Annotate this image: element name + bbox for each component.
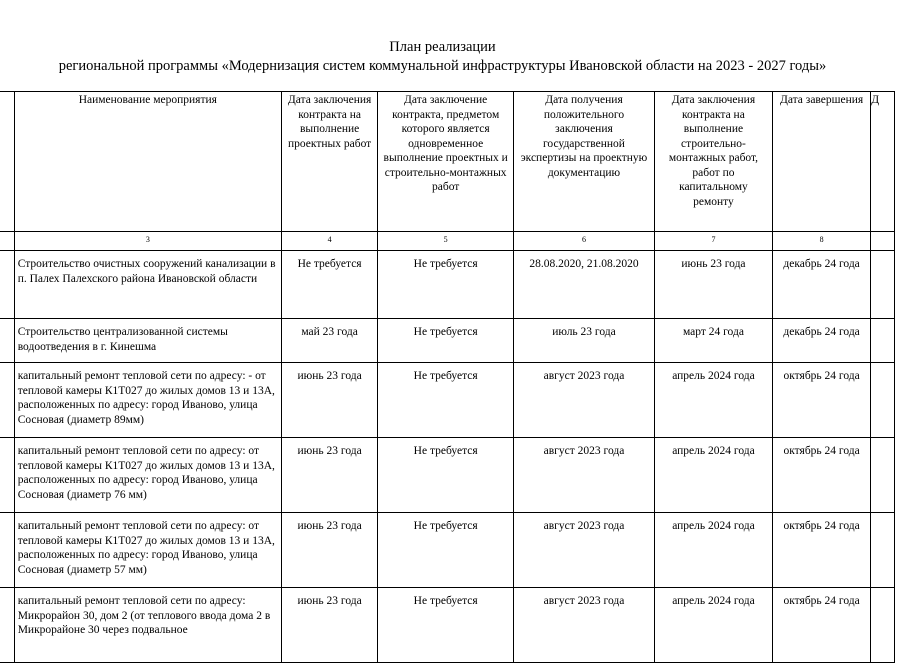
table-row — [0, 438, 895, 513]
col-number-cell: 8 — [772, 232, 870, 251]
completion-date: октябрь 24 года — [772, 513, 870, 588]
row-mark — [0, 588, 14, 663]
expertise-date: август 2023 года — [514, 513, 655, 588]
completion-date: октябрь 24 года — [772, 363, 870, 438]
construction-contract-date: апрель 2024 года — [654, 438, 772, 513]
right-cut-cell — [871, 588, 895, 663]
col-number-cell — [871, 232, 895, 251]
col-number-cell — [0, 232, 14, 251]
completion-date: октябрь 24 года — [772, 588, 870, 663]
header-row — [0, 92, 895, 232]
header-cell-expertise: Дата получения положительного заключения государственной экспертизы на проектную документацию — [514, 92, 655, 232]
expertise-date: 28.08.2020, 21.08.2020 — [514, 251, 655, 319]
activity-name: капитальный ремонт тепловой сети по адресу: - от тепловой камеры К1Т027 до жилых домов 13 и 13А, расположенных по адресу: город Иваново, улица Сосновая (диаметр 89мм) — [14, 363, 281, 438]
table-row — [0, 513, 895, 588]
activity-name: Строительство очистных сооружений канализации в п. Палех Палехского района Ивановской области — [14, 251, 281, 319]
document-title — [0, 38, 885, 76]
table-row — [0, 363, 895, 438]
construction-contract-date: апрель 2024 года — [654, 363, 772, 438]
column-number-row — [0, 232, 895, 251]
col-number-cell: 3 — [14, 232, 281, 251]
completion-date: декабрь 24 года — [772, 251, 870, 319]
design-contract-date: июнь 23 года — [281, 438, 377, 513]
combined-contract-date: Не требуется — [378, 438, 514, 513]
expertise-date: август 2023 года — [514, 438, 655, 513]
col-number-cell: 5 — [378, 232, 514, 251]
col-number-cell: 4 — [281, 232, 377, 251]
activity-name: Строительство централизованной системы водоотведения в г. Кинешма — [14, 319, 281, 363]
completion-date: октябрь 24 года — [772, 438, 870, 513]
activity-name: капитальный ремонт тепловой сети по адресу: от тепловой камеры К1Т027 до жилых домов 13 и 13А, расположенных по адресу: город Иваново, улица Сосновая (диаметр 57 мм) — [14, 513, 281, 588]
activity-name: капитальный ремонт тепловой сети по адресу: Микрорайон 30, дом 2 (от теплового ввода дома 2 в Микрорайоне 30 через подвальное — [14, 588, 281, 663]
completion-date: декабрь 24 года — [772, 319, 870, 363]
right-cut-cell — [871, 438, 895, 513]
combined-contract-date: Не требуется — [378, 513, 514, 588]
table-row — [0, 588, 895, 663]
table-row — [0, 319, 895, 363]
expertise-date: июль 23 года — [514, 319, 655, 363]
construction-contract-date: апрель 2024 года — [654, 588, 772, 663]
design-contract-date: июнь 23 года — [281, 363, 377, 438]
row-mark — [0, 319, 14, 363]
row-mark — [0, 251, 14, 319]
header-cell-design-contract: Дата заключения контракта на выполнение проектных работ — [281, 92, 377, 232]
design-contract-date: июнь 23 года — [281, 588, 377, 663]
title-line-1: План реализации — [389, 39, 496, 55]
construction-contract-date: июнь 23 года — [654, 251, 772, 319]
row-mark — [0, 513, 14, 588]
combined-contract-date: Не требуется — [378, 363, 514, 438]
expertise-date: август 2023 года — [514, 363, 655, 438]
implementation-plan-table — [0, 91, 895, 663]
header-cell-combined-contract: Дата заключение контракта, предметом которого является одновременное выполнение проектных и строительно-монтажных работ — [378, 92, 514, 232]
activity-name: капитальный ремонт тепловой сети по адресу: от тепловой камеры К1Т027 до жилых домов 13 и 13А, расположенных по адресу: город Иваново, улица Сосновая (диаметр 76 мм) — [14, 438, 281, 513]
expertise-date: август 2023 года — [514, 588, 655, 663]
header-cell-left-cut — [0, 92, 14, 232]
title-line-2: региональной программы «Модернизация систем коммунальной инфраструктуры Ивановской области на 2023 - 2027 годы» — [58, 58, 827, 74]
header-cell-construction-contract: Дата заключения контракта на выполнение строительно-монтажных работ, работ по капитальному ремонту — [654, 92, 772, 232]
right-cut-cell — [871, 251, 895, 319]
right-cut-cell — [871, 319, 895, 363]
construction-contract-date: март 24 года — [654, 319, 772, 363]
header-cell-right-cut: Д — [871, 92, 895, 232]
combined-contract-date: Не требуется — [378, 251, 514, 319]
design-contract-date: Не требуется — [281, 251, 377, 319]
header-cell-completion: Дата завершения — [772, 92, 870, 232]
col-number-cell: 7 — [654, 232, 772, 251]
row-mark — [0, 363, 14, 438]
header-cell-name: Наименование мероприятия — [14, 92, 281, 232]
design-contract-date: май 23 года — [281, 319, 377, 363]
table-row — [0, 251, 895, 319]
row-mark — [0, 438, 14, 513]
construction-contract-date: апрель 2024 года — [654, 513, 772, 588]
right-cut-cell — [871, 363, 895, 438]
right-cut-cell — [871, 513, 895, 588]
design-contract-date: июнь 23 года — [281, 513, 377, 588]
combined-contract-date: Не требуется — [378, 319, 514, 363]
combined-contract-date: Не требуется — [378, 588, 514, 663]
col-number-cell: 6 — [514, 232, 655, 251]
